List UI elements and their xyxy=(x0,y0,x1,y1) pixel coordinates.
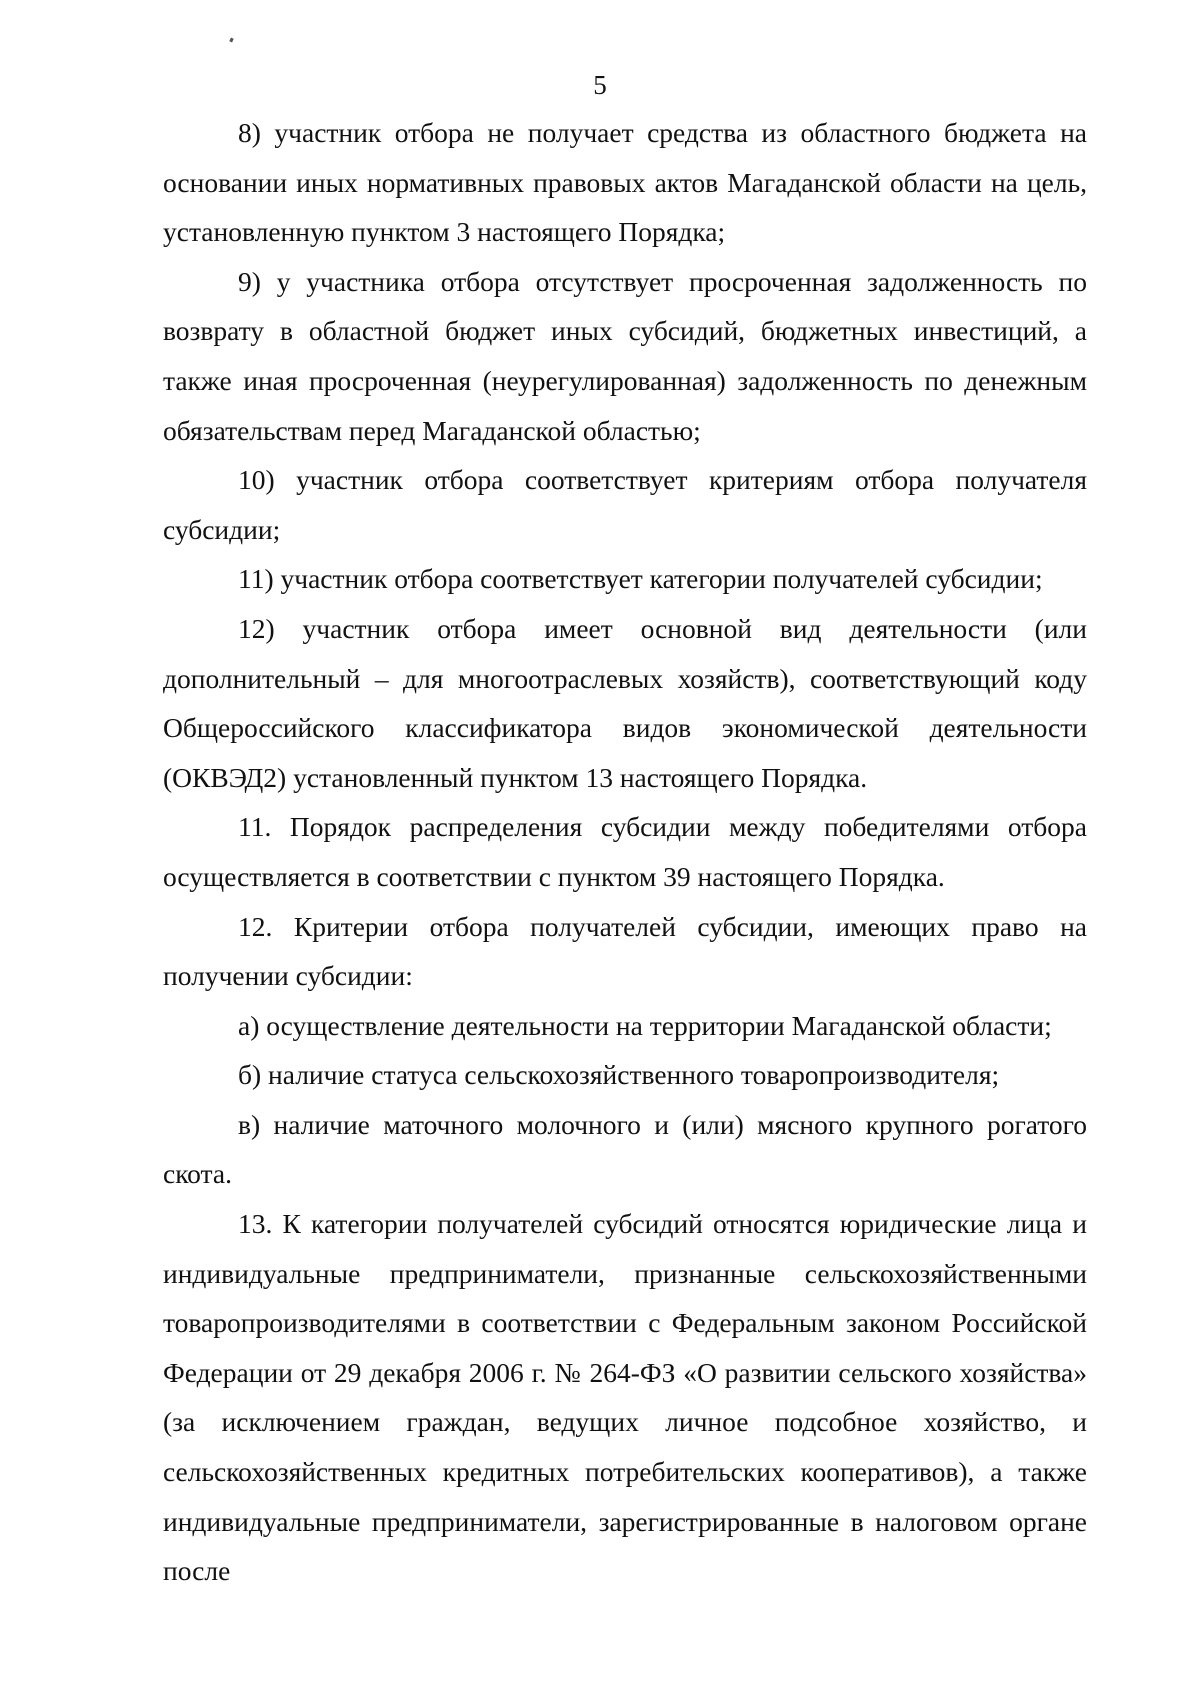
paragraph-item-8: 8) участник отбора не получает средства из областного бюджета на основании иных нормативных правовых актов Магаданской области на цель, установленную пунктом 3 настоящего Порядка; xyxy=(163,117,1087,248)
paragraph-clause-13: 13. К категории получателей субсидий относятся юридические лица и индивидуальные предприниматели, признанные сельскохозяйственными товаропроизводителями в соответствии с Федеральным законом Российской Федерации от 29 декабря 2006 г. № 264-ФЗ «О развитии сельского хозяйства» (за исключением граждан, ведущих личное подсобное хозяйство, и сельскохозяйственных кредитных потребительских кооперативов), а также индивидуальные предприниматели, зарегистрированные в налоговом органе после xyxy=(163,1208,1087,1587)
paragraph-criterion-v: в) наличие маточного молочного и (или) мясного крупного рогатого скота. xyxy=(163,1108,1087,1190)
page-number: 5 xyxy=(593,70,607,100)
paragraph-clause-12: 12. Критерии отбора получателей субсидии, имеющих право на получении субсидии: xyxy=(163,910,1087,992)
document-body xyxy=(163,108,1087,1596)
paragraph-criterion-b: б) наличие статуса сельскохозяйственного товаропроизводителя; xyxy=(238,1059,1000,1091)
paragraph-clause-11: 11. Порядок распределения субсидии между победителями отбора осуществляется в соответствии с пунктом 39 настоящего Порядка. xyxy=(163,811,1087,892)
paragraph-item-9: 9) у участника отбора отсутствует просроченная задолженность по возврату в областной бюджет иных субсидий, бюджетных инвестиций, а также иная просроченная (неурегулированная) задолженность по денежным обязательствам перед Магаданской областью; xyxy=(163,265,1087,446)
paragraph-item-10: 10) участник отбора соответствует критериям отбора получателя субсидии; xyxy=(163,464,1087,545)
paragraph-criterion-a: а) осуществление деятельности на территории Магаданской области; xyxy=(238,1009,1052,1041)
paragraph-item-11: 11) участник отбора соответствует категории получателей субсидии; xyxy=(238,563,1043,595)
scan-speck xyxy=(229,38,233,43)
paragraph-item-12: 12) участник отбора имеет основной вид деятельности (или дополнительный – для многоотраслевых хозяйств), соответствующий коду Общероссийского классификатора видов экономической деятельности (ОКВЭД2) установленный пунктом 13 настоящего Порядка. xyxy=(163,612,1087,793)
